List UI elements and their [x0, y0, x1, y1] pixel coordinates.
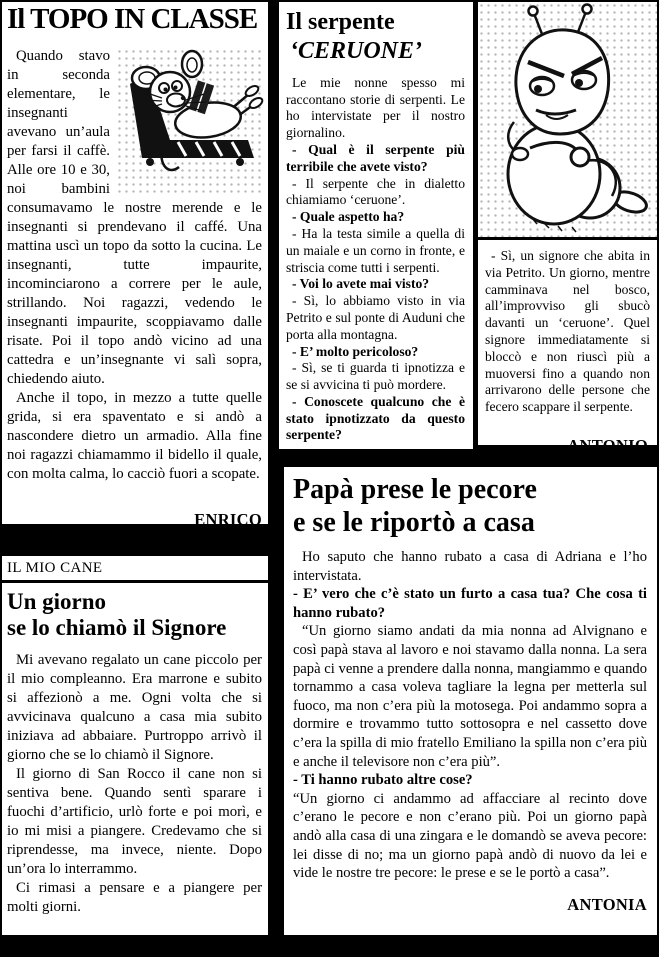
- serpente-answer-3: - Sì, lo abbiamo visto in via Petrito e sul ponte di Auduni che porta alla montagna.: [286, 293, 465, 342]
- pecore-answer-1: “Un giorno siamo andati da mia nonna ad Alvignano e così papà stava al lavoro e noi stavamo dalla nonna. La sera papà ci venne a prendere dalla nonna, mangiammo e quando tornammo a casa voleva tagliare la legna per metterla sul fuoco, ma non c’era più la motosega. Poi andammo sopra a dormire e trovammo tutto sottosopra e nel cassetto dove c’era la spilla di mio fratello Emiliano la spilla non c’era più e anche il televisore non c’era più”.: [293, 623, 647, 770]
- pecore-question-1: - E’ vero che c’è stato un furto a casa tua? Che cosa ti hanno rubato?: [293, 586, 647, 621]
- snake-drawing: [478, 2, 654, 237]
- cane-title-line2: se lo chiamò il Signore: [7, 615, 227, 641]
- serpente-question-1: - Qual è il serpente più terribile che avete visto?: [286, 141, 465, 174]
- cane-paragraph-2: Il giorno di San Rocco il cane non si sentiva bene. Quando sentì sparare i fuochi d’artificio, urlò forte e poi morì, e io mi misi a piangere. Credevamo che si riprendesse, ma invece, niente. Dopo un’ora lo interrammo.: [7, 765, 262, 877]
- serpente-answer-5: - Sì, un signore che abita in via Petrito. Un giorno, mentre camminava nel bosco, all’improvviso gli sbucò davanti un ‘ceruone’. Quel signore immediatamente si bloccò e non riuscì più a muoversi fino a quando non arrivarono delle persone che fecero scappare il serpente.: [485, 248, 650, 415]
- byline-sefora: SEFORA: [193, 932, 262, 952]
- serpente-question-2: - Quale aspetto ha?: [292, 209, 405, 225]
- serpente-intro: Le mie nonne spesso mi raccontano storie di serpenti. Le ho intervistate per il nostro giornalino.: [286, 74, 465, 141]
- snake-panel-text: [478, 240, 657, 456]
- panel-snake-figure-and-answer: [478, 2, 657, 455]
- article-topo-in-classe: [2, 2, 268, 530]
- pecore-intro: Ho saputo che hanno rubato a casa di Adriana e l’ho intervistata.: [293, 549, 647, 584]
- article-title-serpente-line1: Il serpente: [286, 9, 395, 35]
- pecore-title-line2: e se le riportò a casa: [293, 507, 535, 539]
- serpente-answer-4: - Sì, se ti guarda ti ipnotizza e se si avvicina ti può mordere.: [286, 360, 465, 393]
- article-title-serpente-line2: ‘CERUONE’: [290, 37, 423, 64]
- byline-enrico: ENRICO: [194, 510, 262, 530]
- serpente-question-4: - E’ molto pericoloso?: [292, 343, 419, 359]
- article-topo-body: [7, 47, 262, 484]
- section-kicker-il-mio-cane: IL MIO CANE: [2, 556, 268, 583]
- mouse-drawing: [116, 48, 262, 195]
- cane-paragraph-1: Mi avevano regalato un cane piccolo per il mio compleanno. Era marrone e subito si affezionò a me. Ogni volta che si avvicinava qualcuno a casa mia subito iniziava ad abbaiare. Purtroppo arrivò il giorno che se lo chiamò il Signore.: [7, 651, 262, 763]
- article-title-pecore: [293, 473, 647, 539]
- byline-antonia: ANTONIA: [567, 894, 647, 914]
- article-papa-pecore: [284, 467, 657, 935]
- serpente-question-3: - Voi lo avete mai visto?: [292, 276, 430, 292]
- byline-antonio: ANTONIO: [567, 435, 648, 455]
- cane-paragraph-3: Ci rimasi a pensare e a piangere per molti giorni.: [7, 879, 262, 915]
- topo-paragraph-1: Quando stavo in seconda elementare, le insegnanti avevano un’aula per farsi il caffè. Alle ore 10 e 30, noi bambini consumavamo le nostre merende e le insegnanti si prendevano il caffé. Una mattina uscì un topo da sotto la cucina. Le insegnanti, tutte impaurite, incominciarono a correre per le aule, strillando. Noi ragazzi, vedendo le insegnanti impaurite, scoppiavamo dalle risate. Poi il topo andò vicino ad una cattedra e un’insegnante vi salì sopra, chiedendo aiuto.: [7, 48, 262, 388]
- serpente-answer-1: - Il serpente che in dialetto chiamiamo ‘ceruone’.: [286, 175, 465, 208]
- pecore-question-2: - Ti hanno rubato altre cose?: [293, 772, 473, 789]
- article-title-cane: [7, 589, 262, 642]
- cane-title-line1: Un giorno: [7, 589, 107, 614]
- pecore-answer-2: “Un giorno ci andammo ad affacciare al recinto dove c’erano le pecore e non c’erano più. Poi un giorno papà andò alla casa di una zingara e le domandò se aveva pecore: lei disse di no; ma un giorno papà andò di nuovo da lei e vide le nostre tre pecore: le prese e se le portò a casa”.: [293, 790, 647, 882]
- article-serpente-ceruone: [279, 2, 473, 449]
- article-title-topo: Il TOPO IN CLASSE: [7, 3, 258, 35]
- pecore-title-line1: Papà prese le pecore: [293, 474, 537, 505]
- mouse-illustration-image: [116, 48, 262, 195]
- snake-illustration-image: [478, 2, 657, 240]
- topo-paragraph-2: Anche il topo, in mezzo a tutte quelle grida, si era spaventato e si andò a nascondere dietro un armadio. Alla fine noi ragazzi chiamammo il bidello il quale, con molta calma, lo cacciò fuori a scopate.: [7, 390, 262, 483]
- serpente-question-5: - Conoscete qualcuno che è stato ipnotizzato da questo serpente?: [286, 393, 465, 443]
- article-cane-body: [2, 583, 268, 957]
- serpente-answer-2: - Ha la testa simile a quella di un maiale e un corno in fronte, e striscia come tutti i serpenti.: [286, 225, 465, 275]
- article-il-mio-cane: [2, 556, 268, 952]
